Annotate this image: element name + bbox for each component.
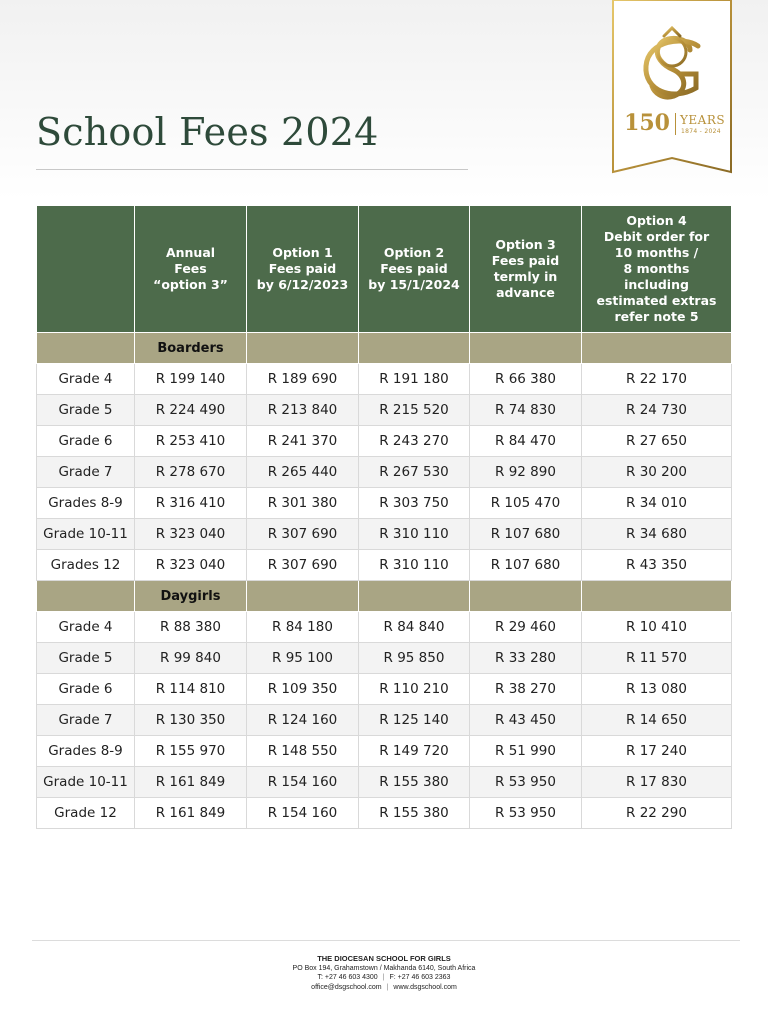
footer-address: PO Box 194, Grahamstown / Makhanda 6140, South Africa bbox=[292, 964, 476, 972]
fee-amount: R 130 350 bbox=[135, 705, 247, 736]
fee-amount: R 84 840 bbox=[359, 612, 470, 643]
fee-amount: R 124 160 bbox=[247, 705, 359, 736]
section-cell bbox=[359, 581, 470, 612]
section-cell bbox=[247, 581, 359, 612]
fees-table bbox=[36, 205, 732, 829]
table-row bbox=[37, 674, 732, 705]
table-row bbox=[37, 612, 732, 643]
fee-amount: R 51 990 bbox=[470, 736, 582, 767]
fee-amount: R 303 750 bbox=[359, 488, 470, 519]
fee-amount: R 149 720 bbox=[359, 736, 470, 767]
fee-amount: R 213 840 bbox=[247, 395, 359, 426]
grade-label: Grade 5 bbox=[37, 395, 135, 426]
fee-amount: R 267 530 bbox=[359, 457, 470, 488]
section-cell bbox=[247, 333, 359, 364]
fee-amount: R 189 690 bbox=[247, 364, 359, 395]
fee-amount: R 66 380 bbox=[470, 364, 582, 395]
table-row bbox=[37, 798, 732, 829]
header-cell-blank bbox=[37, 206, 135, 333]
fee-amount: R 84 180 bbox=[247, 612, 359, 643]
fee-amount: R 11 570 bbox=[582, 643, 732, 674]
title-divider bbox=[36, 169, 468, 170]
badge-year-range: 1874 - 2024 bbox=[681, 128, 721, 135]
section-cell bbox=[582, 333, 732, 364]
section-cell bbox=[37, 333, 135, 364]
header-row bbox=[37, 206, 732, 333]
table-row bbox=[37, 767, 732, 798]
grade-label: Grades 12 bbox=[37, 550, 135, 581]
header-option-2: Option 2 Fees paid by 15/1/2024 bbox=[359, 206, 470, 333]
table-row bbox=[37, 426, 732, 457]
badge-separator bbox=[675, 113, 676, 135]
fee-amount: R 215 520 bbox=[359, 395, 470, 426]
header-annual-fees: Annual Fees “option 3” bbox=[135, 206, 247, 333]
table-row bbox=[37, 364, 732, 395]
fee-amount: R 316 410 bbox=[135, 488, 247, 519]
fee-amount: R 310 110 bbox=[359, 519, 470, 550]
badge-number: 150 bbox=[624, 110, 670, 136]
banner-shape bbox=[612, 0, 732, 174]
table-row bbox=[37, 550, 732, 581]
grade-label: Grade 4 bbox=[37, 612, 135, 643]
grade-label: Grade 4 bbox=[37, 364, 135, 395]
fee-amount: R 253 410 bbox=[135, 426, 247, 457]
fee-amount: R 33 280 bbox=[470, 643, 582, 674]
fee-amount: R 43 350 bbox=[582, 550, 732, 581]
grade-label: Grade 7 bbox=[37, 705, 135, 736]
fee-amount: R 14 650 bbox=[582, 705, 732, 736]
fee-amount: R 155 380 bbox=[359, 798, 470, 829]
fee-amount: R 13 080 bbox=[582, 674, 732, 705]
section-cell bbox=[37, 581, 135, 612]
badge-years-label: YEARS bbox=[680, 113, 726, 127]
fee-amount: R 109 350 bbox=[247, 674, 359, 705]
fee-amount: R 191 180 bbox=[359, 364, 470, 395]
fee-amount: R 161 849 bbox=[135, 767, 247, 798]
header-option-4: Option 4 Debit order for 10 months / 8 months including estimated extras refer note 5 bbox=[582, 206, 732, 333]
table-row bbox=[37, 395, 732, 426]
fee-amount: R 84 470 bbox=[470, 426, 582, 457]
footer-phone-line: T: +27 46 603 4300 | F: +27 46 603 2363 bbox=[317, 974, 451, 981]
footer-phone: T: +27 46 603 4300 bbox=[317, 974, 378, 981]
fee-amount: R 161 849 bbox=[135, 798, 247, 829]
footer-divider bbox=[32, 940, 740, 941]
fee-amount: R 155 380 bbox=[359, 767, 470, 798]
fee-amount: R 53 950 bbox=[470, 767, 582, 798]
footer-org-name: THE DIOCESAN SCHOOL FOR GIRLS bbox=[317, 954, 451, 963]
fee-amount: R 155 970 bbox=[135, 736, 247, 767]
fee-amount: R 38 270 bbox=[470, 674, 582, 705]
fee-amount: R 24 730 bbox=[582, 395, 732, 426]
section-cell bbox=[359, 333, 470, 364]
fee-amount: R 22 170 bbox=[582, 364, 732, 395]
fee-amount: R 199 140 bbox=[135, 364, 247, 395]
section-row-daygirls bbox=[37, 581, 732, 612]
fee-amount: R 301 380 bbox=[247, 488, 359, 519]
header-option-1: Option 1 Fees paid by 6/12/2023 bbox=[247, 206, 359, 333]
footer-fax: F: +27 46 603 2363 bbox=[389, 974, 451, 981]
fee-amount: R 34 010 bbox=[582, 488, 732, 519]
footer-website[interactable]: www.dsgschool.com bbox=[393, 983, 457, 991]
fee-amount: R 154 160 bbox=[247, 767, 359, 798]
fee-amount: R 224 490 bbox=[135, 395, 247, 426]
fee-amount: R 10 410 bbox=[582, 612, 732, 643]
table-row bbox=[37, 488, 732, 519]
fee-amount: R 310 110 bbox=[359, 550, 470, 581]
table-row bbox=[37, 643, 732, 674]
footer-contact-line: office@dsgschool.com | www.dsgschool.com bbox=[311, 983, 457, 991]
section-label: Daygirls bbox=[135, 581, 247, 612]
fee-amount: R 99 840 bbox=[135, 643, 247, 674]
fee-amount: R 30 200 bbox=[582, 457, 732, 488]
fee-amount: R 88 380 bbox=[135, 612, 247, 643]
fee-amount: R 114 810 bbox=[135, 674, 247, 705]
grade-label: Grade 10-11 bbox=[37, 519, 135, 550]
grade-label: Grades 8-9 bbox=[37, 488, 135, 519]
fee-amount: R 92 890 bbox=[470, 457, 582, 488]
footer-email[interactable]: office@dsgschool.com bbox=[311, 983, 382, 991]
footer bbox=[0, 954, 768, 992]
anniversary-badge bbox=[612, 0, 732, 174]
fee-amount: R 265 440 bbox=[247, 457, 359, 488]
fee-amount: R 29 460 bbox=[470, 612, 582, 643]
fee-amount: R 278 670 bbox=[135, 457, 247, 488]
section-row-boarders bbox=[37, 333, 732, 364]
table-row bbox=[37, 519, 732, 550]
grade-label: Grade 6 bbox=[37, 426, 135, 457]
fee-amount: R 323 040 bbox=[135, 550, 247, 581]
fee-amount: R 53 950 bbox=[470, 798, 582, 829]
fee-amount: R 107 680 bbox=[470, 550, 582, 581]
fee-amount: R 17 240 bbox=[582, 736, 732, 767]
grade-label: Grade 5 bbox=[37, 643, 135, 674]
fee-amount: R 105 470 bbox=[470, 488, 582, 519]
fee-amount: R 43 450 bbox=[470, 705, 582, 736]
page-title: School Fees 2024 bbox=[36, 110, 379, 154]
fee-amount: R 34 680 bbox=[582, 519, 732, 550]
fee-amount: R 95 100 bbox=[247, 643, 359, 674]
fee-amount: R 323 040 bbox=[135, 519, 247, 550]
fee-amount: R 22 290 bbox=[582, 798, 732, 829]
grade-label: Grade 7 bbox=[37, 457, 135, 488]
grade-label: Grade 10-11 bbox=[37, 767, 135, 798]
fee-amount: R 95 850 bbox=[359, 643, 470, 674]
fee-amount: R 125 140 bbox=[359, 705, 470, 736]
header-option-3: Option 3 Fees paid termly in advance bbox=[470, 206, 582, 333]
section-label: Boarders bbox=[135, 333, 247, 364]
grade-label: Grade 6 bbox=[37, 674, 135, 705]
fee-amount: R 27 650 bbox=[582, 426, 732, 457]
fee-amount: R 154 160 bbox=[247, 798, 359, 829]
fee-amount: R 243 270 bbox=[359, 426, 470, 457]
table-row bbox=[37, 705, 732, 736]
table-row bbox=[37, 457, 732, 488]
fee-amount: R 307 690 bbox=[247, 550, 359, 581]
grade-label: Grades 8-9 bbox=[37, 736, 135, 767]
fee-amount: R 110 210 bbox=[359, 674, 470, 705]
fee-amount: R 107 680 bbox=[470, 519, 582, 550]
fee-amount: R 74 830 bbox=[470, 395, 582, 426]
section-cell bbox=[582, 581, 732, 612]
fee-amount: R 148 550 bbox=[247, 736, 359, 767]
fee-amount: R 17 830 bbox=[582, 767, 732, 798]
fee-amount: R 241 370 bbox=[247, 426, 359, 457]
fee-amount: R 307 690 bbox=[247, 519, 359, 550]
grade-label: Grade 12 bbox=[37, 798, 135, 829]
table-row bbox=[37, 736, 732, 767]
section-cell bbox=[470, 581, 582, 612]
section-cell bbox=[470, 333, 582, 364]
